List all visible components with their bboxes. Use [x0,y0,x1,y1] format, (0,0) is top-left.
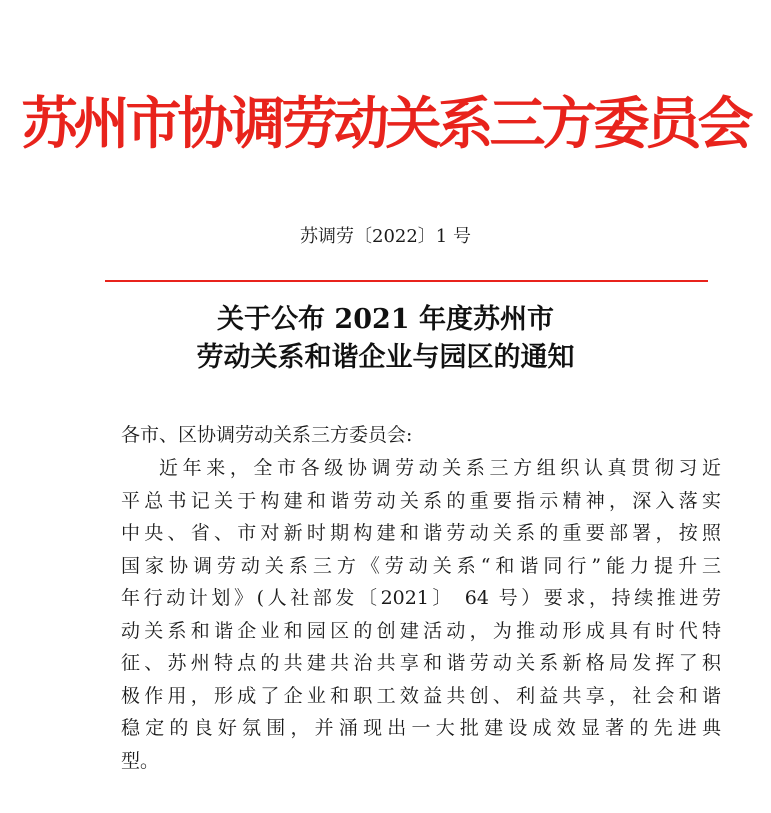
addressee: 各市、区协调劳动关系三方委员会: [121,424,413,446]
notice-title-line-1: 关于公布 2021 年度苏州市 [217,304,554,335]
body-line: 稳定的良好氛围，并涌现出一大批建设成效显著的先进典 [121,717,721,739]
body-line: 动关系和谐企业和园区的创建活动，为推动形成具有时代特 [121,619,721,642]
body-line: 征、苏州特点的共建共治共享和谐劳动关系新格局发挥了积 [121,652,721,674]
body-line: 型。 [121,749,160,772]
body-line: 中央、省、市对新时期构建和谐劳动关系的重要部署，按照 [121,522,721,544]
body-line: 近年来，全市各级协调劳动关系三方组织认真贯彻习近 [159,457,721,479]
body-line: 国家协调劳动关系三方《劳动关系“和谐同行”能力提升三 [121,554,721,577]
organization-title: 苏州市协调劳动关系三方委员会 [21,91,750,157]
notice-title-line-2: 劳动关系和谐企业与园区的通知 [196,342,575,373]
body-paragraph [121,452,721,777]
body-line: 平总书记关于构建和谐劳动关系的重要指示精神，深入落实 [121,489,721,512]
body-line: 年行动计划》(人社部发〔2021〕 64 号）要求，持续推进劳 [121,587,721,609]
notice-title [0,301,771,377]
body-line: 极作用，形成了企业和职工效益共创、利益共享，社会和谐 [121,684,721,707]
document-number: 苏调劳〔2022〕1 号 [300,226,471,247]
red-divider-line [105,280,708,282]
